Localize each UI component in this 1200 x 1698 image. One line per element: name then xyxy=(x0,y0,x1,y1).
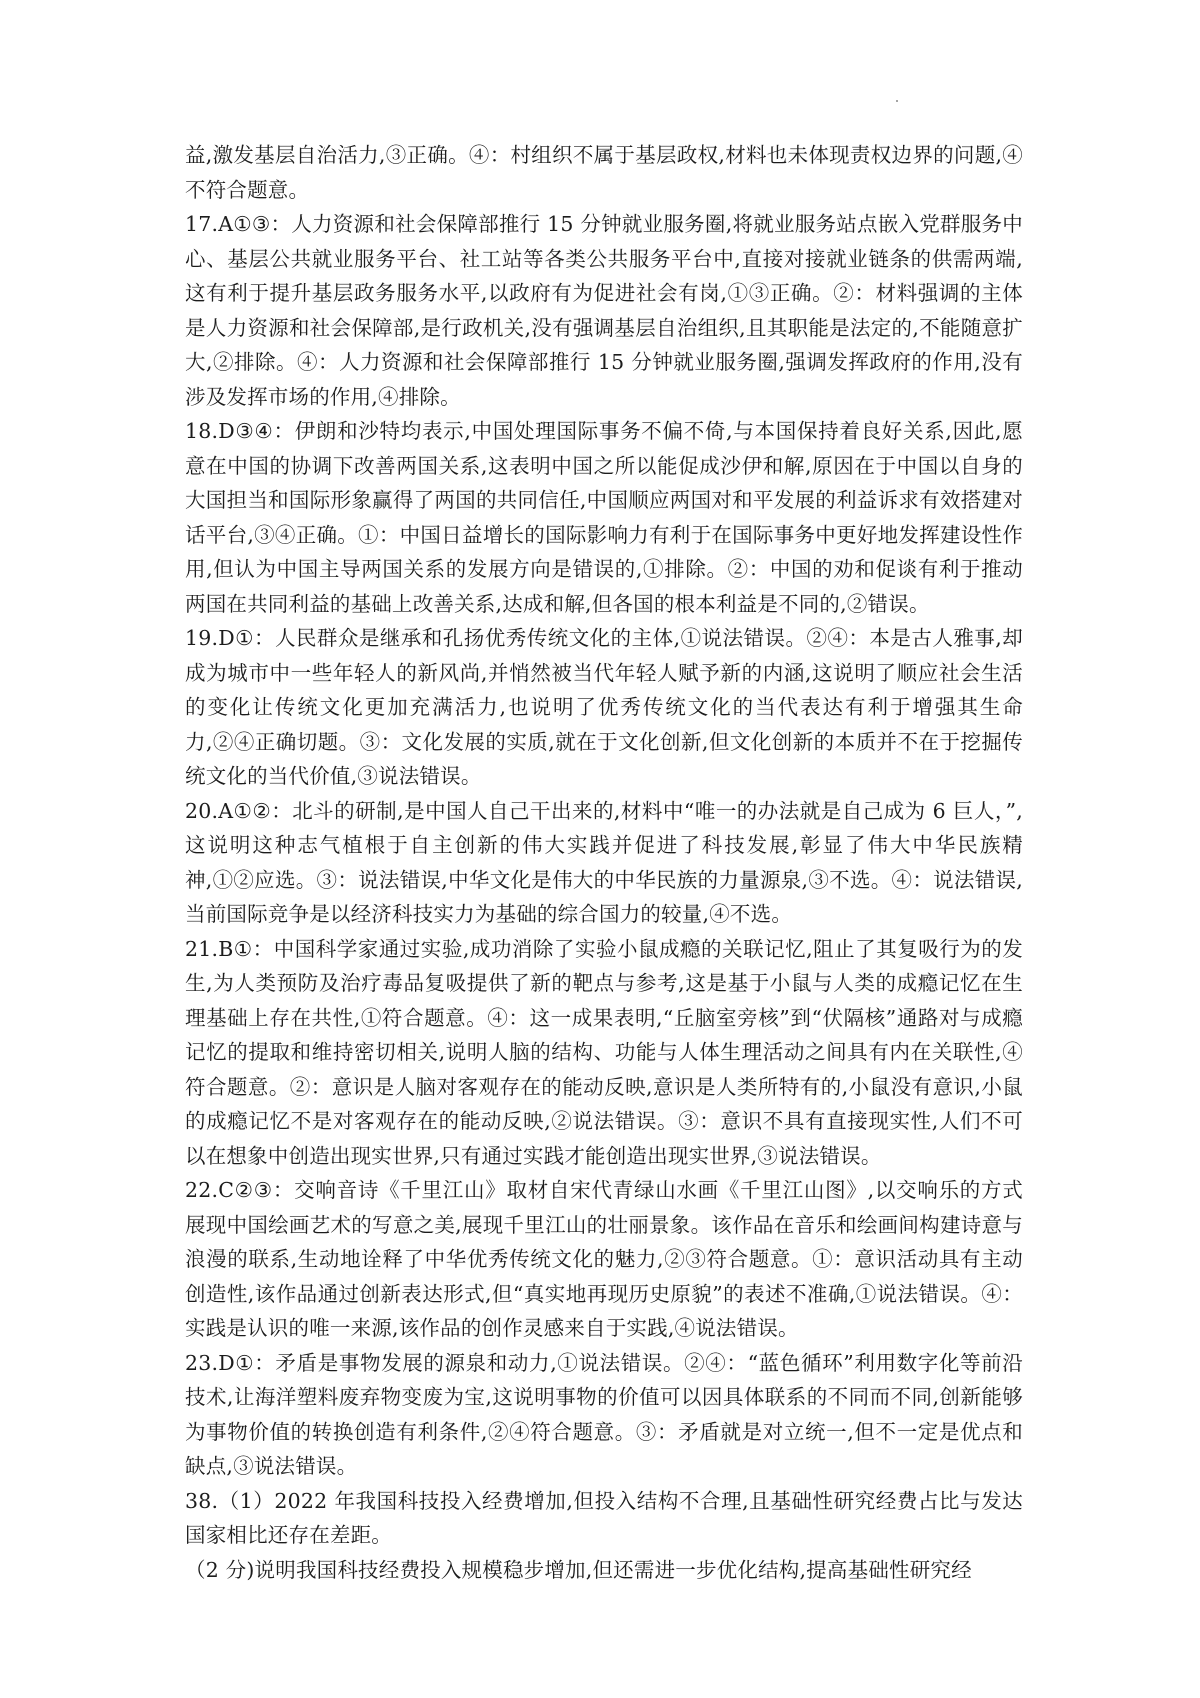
paragraph-continuation: 益,激发基层自治活力,③正确。④：村组织不属于基层政权,材料也未体现责权边界的问题,④不符合题意。 xyxy=(185,143,1023,202)
answer-17: 17.A①③：人力资源和社会保障部推行 15 分钟就业服务圈,将就业服务站点嵌入党群服务中心、基层公共就业服务平台、社工站等各类公共服务平台中,直接对接就业链条的供需两端,这有利于提升基层政务服务水平,以政府有为促进社会有岗,①③正确。②：材料强调的主体是人力资源和社会保障部,是行政机关,没有强调基层自治组织,且其职能是法定的,不能随意扩大,②排除。④：人力资源和社会保障部推行 15 分钟就业服务圈,强调发挥政府的作用,没有涉及发挥市场的作用,④排除。 xyxy=(185,212,1023,409)
answer-explanation-text xyxy=(185,138,1023,1587)
scan-speck xyxy=(896,100,898,102)
answer-23: 23.D①：矛盾是事物发展的源泉和动力,①说法错误。②④：“蓝色循环”利用数字化等前沿技术,让海洋塑料废弃物变废为宝,这说明事物的价值可以因具体联系的不同而不同,创新能够为事物价值的转换创造有利条件,②④符合题意。③：矛盾就是对立统一,但不一定是优点和缺点,③说法错误。 xyxy=(185,1350,1023,1478)
answer-19: 19.D①：人民群众是继承和孔扬优秀传统文化的主体,①说法错误。②④：本是古人雅事,却成为城市中一些年轻人的新风尚,并悄然被当代年轻人赋予新的内涵,这说明了顺应社会生活的变化让传统文化更加充满活力,也说明了优秀传统文化的当代表达有利于增强其生命力,②④正确切题。③：文化发展的实质,就在于文化创新,但文化创新的本质并不在于挖掘传统文化的当代价值,③说法错误。 xyxy=(185,626,1023,788)
answer-22: 22.C②③：交响音诗《千里江山》取材自宋代青绿山水画《千里江山图》,以交响乐的方式展现中国绘画艺术的写意之美,展现千里江山的壮丽景象。该作品在音乐和绘画间构建诗意与浪漫的联系,生动地诠释了中华优秀传统文化的魅力,②③符合题意。①：意识活动具有主动创造性,该作品通过创新表达形式,但“真实地再现历史原貌”的表述不准确,①说法错误。④：实践是认识的唯一来源,该作品的创作灵感来自于实践,④说法错误。 xyxy=(185,1178,1023,1340)
answer-20: 20.A①②：北斗的研制,是中国人自己干出来的,材料中“唯一的办法就是自己成为 6 巨人，”,这说明这种志气植根于自主创新的伟大实践并促进了科技发展,彰显了伟大中华民族精神,①②应选。③：说法错误,中华文化是伟大的中华民族的力量源泉,③不选。④：说法错误,当前国际竞争是以经济科技实力为基础的综合国力的较量,④不选。 xyxy=(185,798,1023,926)
answer-21: 21.B①：中国科学家通过实验,成功消除了实验小鼠成瘾的关联记忆,阻止了其复吸行为的发生,为人类预防及治疗毒品复吸提供了新的靶点与参考,这是基于小鼠与人类的成瘾记忆在生理基础上存在共性,①符合题意。④：这一成果表明,“丘脑室旁核”到“伏隔核”通路对与成瘾记忆的提取和维持密切相关,说明人脑的结构、功能与人体生理活动之间具有内在关联性,④符合题意。②：意识是人脑对客观存在的能动反映,意识是人类所特有的,小鼠没有意识,小鼠的成瘾记忆不是对客观存在的能动反映,②说法错误。③：意识不具有直接现实性,人们不可以在想象中创造出现实世界,只有通过实践才能创造出现实世界,③说法错误。 xyxy=(185,936,1023,1168)
answer-38-scoring-note: （2 分)说明我国科技经费投入规模稳步增加,但还需进一步优化结构,提高基础性研究经 xyxy=(185,1557,972,1582)
answer-18: 18.D③④：伊朗和沙特均表示,中国处理国际事务不偏不倚,与本国保持着良好关系,因此,愿意在中国的协调下改善两国关系,这表明中国之所以能促成沙伊和解,原因在于中国以自身的大国担当和国际形象赢得了两国的共同信任,中国顺应两国对和平发展的利益诉求有效搭建对话平台,③④正确。①：中国日益增长的国际影响力有利于在国际事务中更好地发挥建设性作用,但认为中国主导两国关系的发展方向是错误的,①排除。②：中国的劝和促谈有利于推动两国在共同利益的基础上改善关系,达成和解,但各国的根本利益是不同的,②错误。 xyxy=(185,419,1023,616)
answer-38-part-1: 38.（1）2022 年我国科技投入经费增加,但投入结构不合理,且基础性研究经费占比与发达国家相比还存在差距。 xyxy=(185,1488,1023,1547)
